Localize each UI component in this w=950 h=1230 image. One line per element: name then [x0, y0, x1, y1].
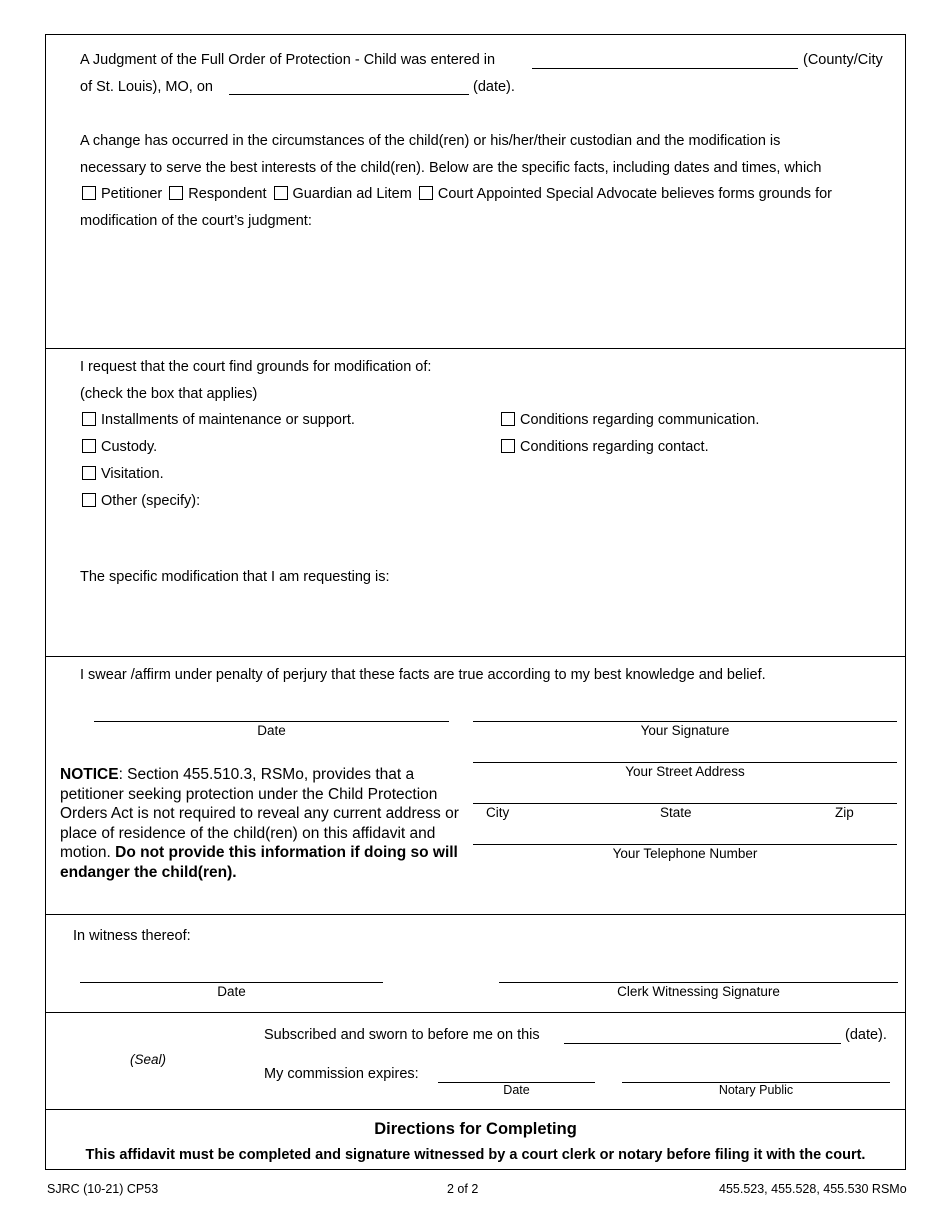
zip-label: Zip	[835, 805, 854, 820]
oath-date-line[interactable]	[94, 721, 449, 722]
specific-modification-area[interactable]	[80, 594, 880, 649]
communication-checkbox[interactable]	[501, 412, 515, 426]
subscribed-label: Subscribed and sworn to before me on this	[264, 1027, 540, 1043]
commission-date-label: Date	[503, 1083, 530, 1097]
party-options	[82, 186, 832, 202]
change-para-line4: modification of the court’s judgment:	[80, 213, 312, 229]
section-notary	[46, 1013, 905, 1110]
street-label: Your Street Address	[625, 764, 745, 779]
street-line[interactable]	[473, 762, 897, 763]
footer-form-id: SJRC (10-21) CP53	[47, 1182, 159, 1196]
oath-text: I swear /affirm under penalty of perjury that these facts are true according to my best knowledge and belief.	[80, 667, 766, 683]
form-frame	[45, 34, 906, 1170]
phone-label: Your Telephone Number	[612, 846, 758, 861]
oath-date-label: Date	[257, 723, 286, 738]
other-checkbox[interactable]	[82, 493, 96, 507]
notice-body: : Section 455.510.3, RSMo, provides that a petitioner seeking protection under the Child Protection Orders Act is not required to reveal any current address or place of residence of the child(ren) on this affidavit and motion.	[60, 766, 459, 861]
phone-line[interactable]	[473, 844, 897, 845]
directions-body: This affidavit must be completed and signature witnessed by a court clerk or notary before filing it with the court.	[85, 1147, 866, 1163]
subscribed-date-suffix: (date).	[845, 1027, 887, 1043]
guardian-label: Guardian ad Litem	[292, 186, 412, 202]
communication-label: Conditions regarding communication.	[520, 412, 760, 428]
change-para-line2: necessary to serve the best interests of the child(ren). Below are the specific facts, including dates and times, which	[80, 160, 822, 176]
judgment-date-field[interactable]	[229, 94, 469, 95]
section-judgment	[46, 35, 905, 349]
notice-bold: Do not provide this information if doing so will endanger the child(ren).	[60, 844, 458, 881]
respondent-label: Respondent	[188, 186, 267, 202]
option-maintenance	[82, 412, 355, 428]
notice-title: NOTICE	[60, 766, 119, 783]
contact-checkbox[interactable]	[501, 439, 515, 453]
casa-label: Court Appointed Special Advocate believes forms grounds for	[437, 186, 833, 202]
custody-label: Custody.	[101, 439, 158, 455]
section-witness	[46, 915, 905, 1013]
request-hint: (check the box that applies)	[80, 386, 258, 402]
city-label: City	[486, 805, 510, 820]
judgment-line1-prefix: A Judgment of the Full Order of Protection - Child was entered in	[80, 52, 496, 68]
commission-label: My commission expires:	[264, 1066, 419, 1082]
request-intro: I request that the court find grounds for modification of:	[80, 359, 432, 375]
footer-statutes: 455.523, 455.528, 455.530 RSMo	[719, 1182, 907, 1196]
facts-area[interactable]	[80, 235, 880, 335]
section-oath	[46, 657, 905, 915]
option-visitation	[82, 466, 164, 482]
clerk-signature-line[interactable]	[499, 982, 898, 983]
notary-label: Notary Public	[718, 1083, 794, 1097]
visitation-label: Visitation.	[101, 466, 164, 482]
city-state-zip-line[interactable]	[473, 803, 897, 804]
county-field[interactable]	[532, 68, 798, 69]
respondent-checkbox[interactable]	[169, 186, 183, 200]
petitioner-checkbox[interactable]	[82, 186, 96, 200]
subscribed-date-line[interactable]	[564, 1043, 841, 1044]
seal-label: (Seal)	[130, 1052, 167, 1067]
footer-page-number: 2 of 2	[447, 1182, 479, 1196]
judgment-line2-prefix: of St. Louis), MO, on	[80, 79, 213, 95]
notice-block	[60, 765, 460, 882]
judgment-line1-suffix: (County/City	[803, 52, 883, 68]
witness-date-line[interactable]	[80, 982, 383, 983]
option-other	[82, 493, 200, 509]
option-contact	[501, 439, 709, 455]
custody-checkbox[interactable]	[82, 439, 96, 453]
specific-modification-label: The specific modification that I am requesting is:	[80, 569, 390, 585]
contact-label: Conditions regarding contact.	[520, 439, 709, 455]
witness-date-label: Date	[217, 984, 246, 999]
option-communication	[501, 412, 759, 428]
section-directions	[46, 1110, 905, 1170]
state-label: State	[660, 805, 692, 820]
casa-checkbox[interactable]	[419, 186, 433, 200]
other-label: Other (specify):	[101, 493, 201, 509]
judgment-line2-suffix: (date).	[473, 79, 515, 95]
maintenance-checkbox[interactable]	[82, 412, 96, 426]
signature-label: Your Signature	[640, 723, 730, 738]
visitation-checkbox[interactable]	[82, 466, 96, 480]
maintenance-label: Installments of maintenance or support.	[101, 412, 355, 428]
directions-title: Directions for Completing	[374, 1120, 577, 1138]
option-custody	[82, 439, 157, 455]
change-para-line1: A change has occurred in the circumstances of the child(ren) or his/her/their custodian and the modification is	[80, 133, 781, 149]
witness-label: In witness thereof:	[73, 928, 191, 944]
petitioner-label: Petitioner	[101, 186, 163, 202]
signature-line[interactable]	[473, 721, 897, 722]
section-modification-request	[46, 349, 905, 657]
guardian-checkbox[interactable]	[274, 186, 288, 200]
clerk-signature-label: Clerk Witnessing Signature	[617, 984, 780, 999]
